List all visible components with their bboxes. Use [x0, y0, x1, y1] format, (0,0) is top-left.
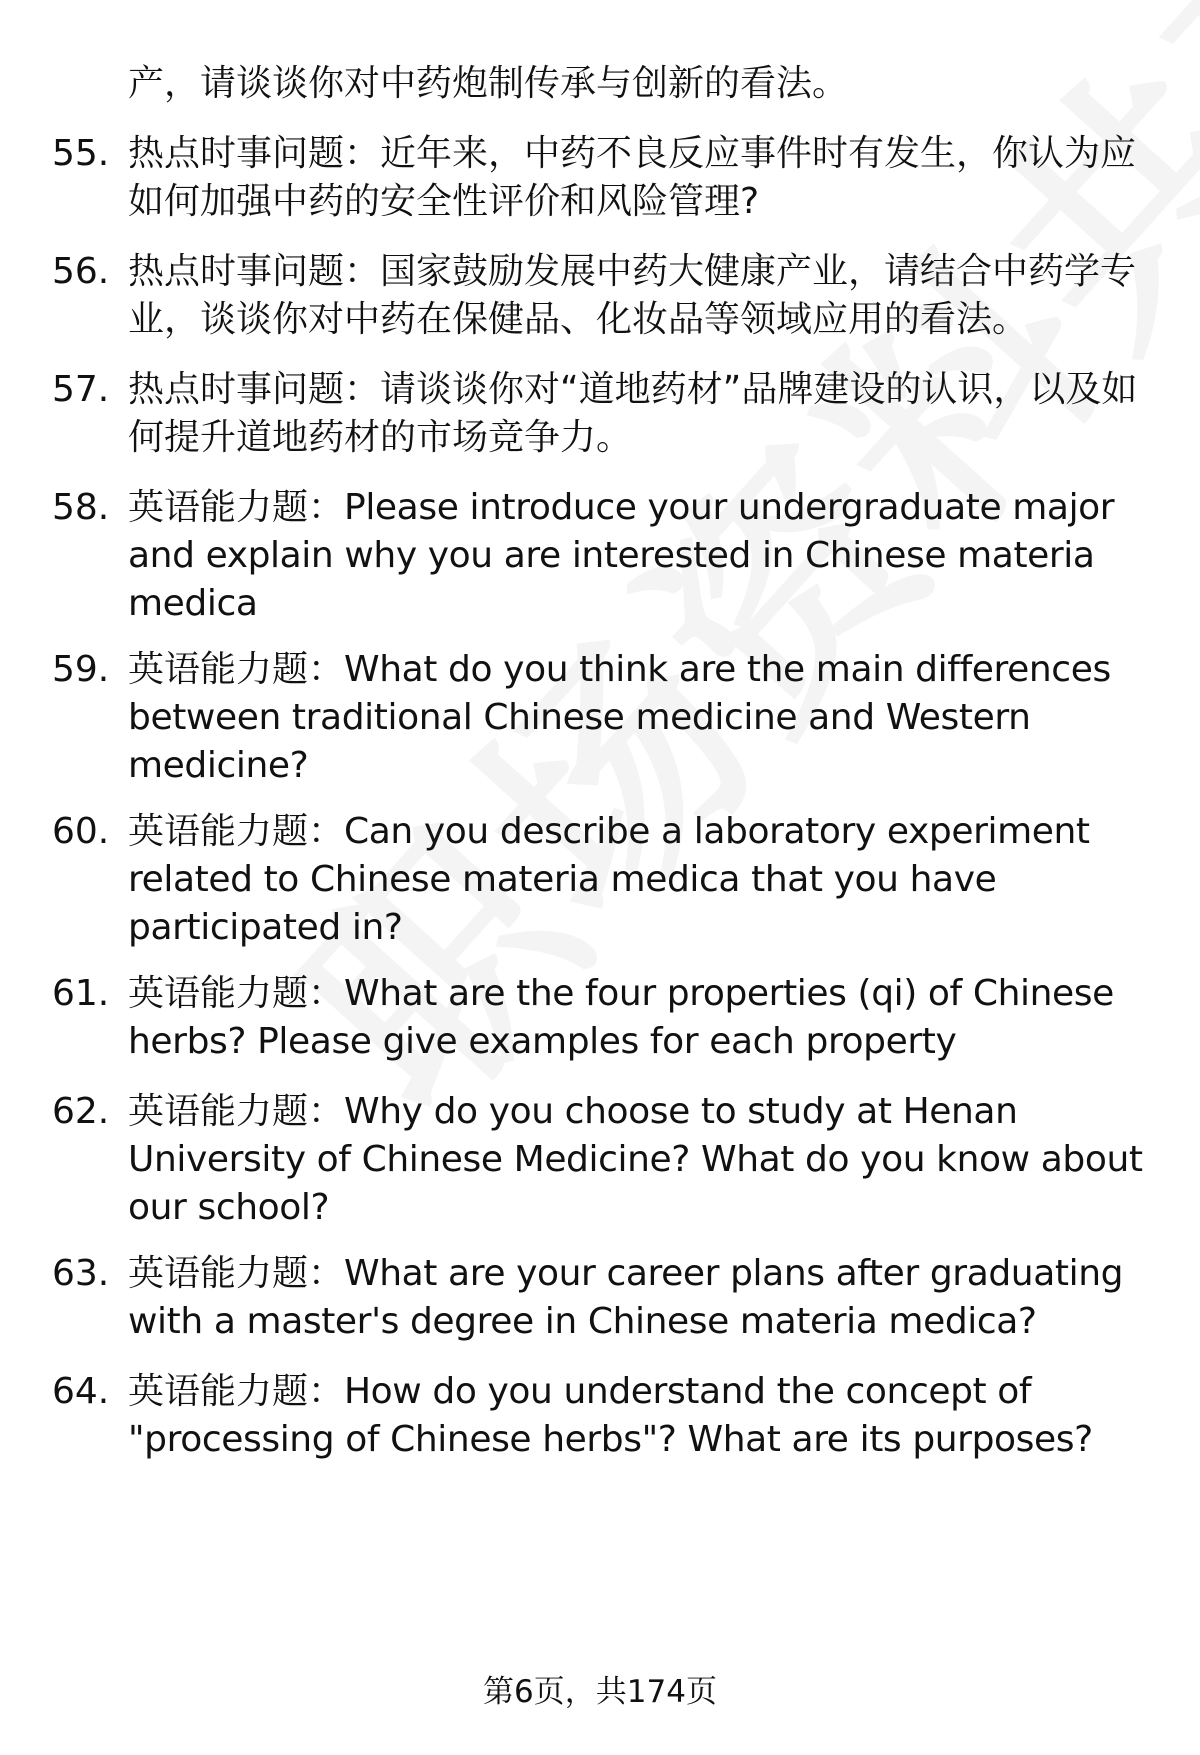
- question-text: Can you describe a laboratory experiment related to Chinese materia medica that you have participated in?: [128, 811, 1090, 948]
- question-text: Please introduce your undergraduate major and explain why you are interested in Chinese materia medica: [128, 487, 1115, 624]
- question-body: [128, 1250, 1143, 1346]
- question-category: 英语能力题：: [128, 1091, 345, 1132]
- question-body: [128, 484, 1143, 628]
- question-category: 英语能力题：: [128, 1371, 345, 1412]
- question-number: 60.: [52, 811, 110, 852]
- question-body: [128, 130, 1143, 226]
- question-category: 热点时事问题：: [128, 369, 381, 410]
- question-category: 英语能力题：: [128, 973, 345, 1014]
- question-body: [128, 970, 1143, 1066]
- question-category: 热点时事问题：: [128, 133, 381, 174]
- question-number: 61.: [52, 973, 110, 1014]
- question-category: 英语能力题：: [128, 487, 345, 528]
- question-number: 56.: [52, 251, 110, 292]
- question-text: Why do you choose to study at Henan University of Chinese Medicine? What do you know about our school?: [128, 1091, 1143, 1228]
- question-number: 64.: [52, 1371, 110, 1412]
- question-number: 62.: [52, 1091, 110, 1132]
- question-body: [128, 366, 1143, 462]
- question-text: How do you understand the concept of "processing of Chinese herbs"? What are its purposes?: [128, 1371, 1093, 1460]
- question-category: 热点时事问题：: [128, 251, 381, 292]
- question-text: What are your career plans after graduating with a master's degree in Chinese materia medica?: [128, 1253, 1124, 1342]
- question-text: 国家鼓励发展中药大健康产业，请结合中药学专业，谈谈你对中药在保健品、化妆品等领域应用的看法。: [128, 251, 1137, 340]
- question-body: [128, 646, 1143, 790]
- continuation-text: 产，请谈谈你对中药炮制传承与创新的看法。: [128, 63, 849, 104]
- question-number: 63.: [52, 1253, 110, 1294]
- question-number: 59.: [52, 649, 110, 690]
- question-number: 55.: [52, 133, 110, 174]
- question-body: [128, 1368, 1143, 1464]
- question-text: What are the four properties (qi) of Chinese herbs? Please give examples for each property: [128, 973, 1114, 1062]
- question-text: 请谈谈你对“道地药材”品牌建设的认识，以及如何提升道地药材的市场竞争力。: [128, 369, 1138, 458]
- question-body: [128, 1088, 1143, 1232]
- question-category: 英语能力题：: [128, 811, 345, 852]
- question-category: 英语能力题：: [128, 649, 345, 690]
- question-number: 58.: [52, 487, 110, 528]
- question-text: 近年来，中药不良反应事件时有发生，你认为应如何加强中药的安全性评价和风险管理?: [128, 133, 1137, 222]
- page-footer: 第6页，共174页: [483, 1674, 717, 1710]
- question-body: [128, 248, 1143, 344]
- question-number: 57.: [52, 369, 110, 410]
- question-text: What do you think are the main differences between traditional Chinese medicine and Western medicine?: [128, 649, 1111, 786]
- question-category: 英语能力题：: [128, 1253, 345, 1294]
- question-body: [128, 808, 1143, 952]
